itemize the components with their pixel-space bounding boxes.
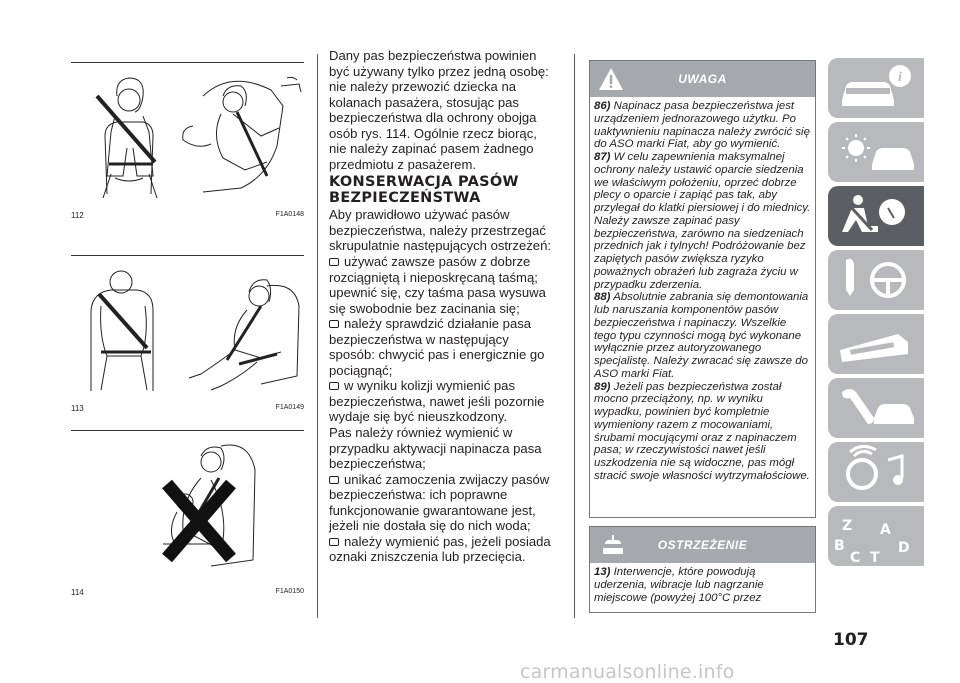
bullet-item bbox=[329, 472, 557, 534]
tab-maintenance[interactable] bbox=[828, 378, 924, 438]
caution-box bbox=[589, 526, 816, 613]
key-steering-icon bbox=[828, 250, 924, 310]
bullet-icon bbox=[329, 476, 339, 484]
index-letter: C bbox=[850, 550, 861, 566]
figure-divider bbox=[71, 62, 304, 63]
warning-item-number: 88) bbox=[594, 291, 611, 304]
figure-code: F1A0148 bbox=[275, 211, 304, 218]
car-info-icon bbox=[828, 58, 924, 118]
warning-item-text: W celu zapewnienia maksymalnej ochrony należy ustawić oparcie siedzenia we właściwym położeniu, oprzeć dobrze plecy o oparcie i zapiąć pas tak, aby przylegał do klatki piersiowej i do miednicy. Należy zawsze zapinać pasy bezpieczeństwa, zarówno na siedzeniach przednich jak i tylnych! Podróżowanie bez zapiętych pasów zwiększa ryzyko poważnych obrażeń lub zagraża życiu w przypadku zderzenia. bbox=[594, 151, 811, 291]
bullet-icon bbox=[329, 258, 339, 266]
bullet-icon bbox=[329, 382, 339, 390]
warning-box-header bbox=[590, 61, 815, 97]
car-breakdown-icon bbox=[828, 314, 924, 374]
caution-item-number: 13) bbox=[594, 566, 611, 578]
warning-item-text: Absolutnie zabrania się demontowania lub naruszania komponentów pasów bezpieczeństwa i napinaczy. Wszelkie tego typu czynności mogą być wykonane wyłącznie przez autoryzowanego specjalistę. Należy zwracać się zawsze do ASO marki Fiat. bbox=[594, 291, 809, 380]
figure-114-caption bbox=[71, 588, 304, 598]
warning-box-title: UWAGA bbox=[678, 72, 727, 86]
paragraph: Pas należy również wymienić w przypadku aktywacji napinacza pasa bezpieczeństwa; bbox=[329, 425, 542, 472]
column-divider bbox=[317, 54, 318, 618]
index-letter: D bbox=[898, 540, 910, 556]
tab-starting-driving[interactable] bbox=[828, 250, 924, 310]
bullet-item bbox=[329, 378, 557, 425]
tab-car-info[interactable] bbox=[828, 58, 924, 118]
figure-114-illustration bbox=[71, 440, 304, 580]
figure-113-illustration bbox=[71, 266, 304, 396]
main-text-column bbox=[329, 48, 557, 565]
tab-warning-lights[interactable] bbox=[828, 122, 924, 182]
tab-emergency[interactable] bbox=[828, 314, 924, 374]
tab-index[interactable] bbox=[828, 506, 924, 566]
warning-item bbox=[594, 381, 811, 483]
warning-item-number: 87) bbox=[594, 151, 611, 163]
warning-item-number: 89) bbox=[594, 380, 611, 393]
figure-113-caption bbox=[71, 404, 304, 414]
bullet-text: należy wymienić pas, jeżeli posiada oznaki zniszczenia lub przecięcia. bbox=[329, 533, 551, 565]
bullet-text: używać zawsze pasów z dobrze rozciągniętą i nieposkręcaną taśmą; upewnić się, czy taśma pasa wysuwa się swobodnie bez zacinania się; bbox=[329, 254, 546, 316]
warning-item bbox=[594, 291, 811, 380]
figure-number: 114 bbox=[71, 588, 84, 597]
column-divider bbox=[574, 54, 575, 618]
bullet-icon bbox=[329, 538, 339, 546]
intro-paragraph: Dany pas bezpieczeństwa powinien być używany tylko przez jedną osobę: nie należy przewozić dziecka na kolanach pasażera, stosując pas bezpieczeństwa dla ochrony obojga osób rys. 114. Ogólnie rzecz biorąc, nie należy zapinać pasem żadnego przedmiotu z pasażerem. bbox=[329, 48, 549, 172]
bullet-item bbox=[329, 254, 557, 316]
bullet-item bbox=[329, 316, 557, 378]
warning-box-body bbox=[590, 97, 815, 487]
figure-112-caption bbox=[71, 211, 304, 221]
figure-112-illustration bbox=[71, 66, 304, 206]
tab-multimedia[interactable] bbox=[828, 442, 924, 502]
caution-box-title: OSTRZEŻENIE bbox=[657, 538, 748, 552]
page-number: 107 bbox=[833, 630, 869, 650]
index-letter: B bbox=[834, 538, 845, 554]
tab-safety[interactable] bbox=[828, 186, 924, 246]
section-heading: KONSERWACJA PASÓW BEZPIECZEŃSTWA bbox=[329, 174, 519, 207]
figure-divider bbox=[71, 430, 304, 431]
index-letter: Z bbox=[842, 518, 853, 534]
figure-code: F1A0149 bbox=[275, 404, 304, 411]
caution-box-body bbox=[590, 563, 815, 608]
media-icon bbox=[828, 442, 924, 502]
paragraph: Aby prawidłowo używać pasów bezpieczeństwa, należy przestrzegać skrupulatnie następujących ostrzeżeń: bbox=[329, 207, 551, 254]
caution-item-text: Interwencje, które powodują uderzenia, wibracje lub nagrzanie miejscowe (powyżej 100°C przez bbox=[594, 566, 764, 604]
figure-divider bbox=[71, 255, 304, 256]
figure-number: 113 bbox=[71, 404, 84, 413]
warning-item bbox=[594, 151, 811, 291]
bullet-item bbox=[329, 534, 557, 565]
index-icon bbox=[828, 506, 924, 566]
warning-item-text: Jeżeli pas bezpieczeństwa został mocno przeciążony, np. w wyniku wypadku, powinien być kompletnie wymieniony razem z mocowaniami, śrubami mocującymi oraz z napinaczem pasa; w rzeczywistości nawet jeśli uszkodzenia nie są widoczne, pas mógł stracić swoje własności wytrzymałościowe. bbox=[594, 380, 810, 482]
bullet-text: należy sprawdzić działanie pasa bezpieczeństwa w następujący sposób: chwycić pas i energicznie go pociągnąć; bbox=[329, 316, 545, 378]
figure-code: F1A0150 bbox=[275, 588, 304, 595]
warning-item bbox=[594, 100, 811, 151]
index-letter: A bbox=[880, 522, 891, 538]
warning-box bbox=[589, 60, 816, 518]
bullet-text: unikać zamoczenia zwijaczy pasów bezpieczeństwa: ich poprawne funkcjonowanie gwarantowane jest, jeżeli nie dostała się do nich woda; bbox=[329, 471, 550, 534]
bullet-text: w wyniku kolizji wymienić pas bezpieczeństwa, nawet jeśli pozornie wydaje się być nieuszkodzony. bbox=[329, 378, 545, 425]
seatbelt-airbag-icon bbox=[828, 186, 924, 246]
warning-item-text: Napinacz pasa bezpieczeństwa jest urządzeniem jednorazowego użytku. Po uaktywnieniu napinacza należy zwrócić się do ASO marki Fiat, aby go wymienić. bbox=[594, 100, 810, 151]
figure-number: 112 bbox=[71, 211, 84, 220]
index-letter: T bbox=[870, 550, 880, 566]
bullet-icon bbox=[329, 320, 339, 328]
wrench-car-icon bbox=[828, 378, 924, 438]
warning-lights-icon bbox=[828, 122, 924, 182]
caution-box-header bbox=[590, 527, 815, 563]
caution-item bbox=[594, 566, 811, 604]
svg-text:i: i bbox=[898, 70, 902, 85]
watermark: carmanualsonline.info bbox=[520, 661, 735, 683]
warning-item-number: 86) bbox=[594, 100, 611, 112]
